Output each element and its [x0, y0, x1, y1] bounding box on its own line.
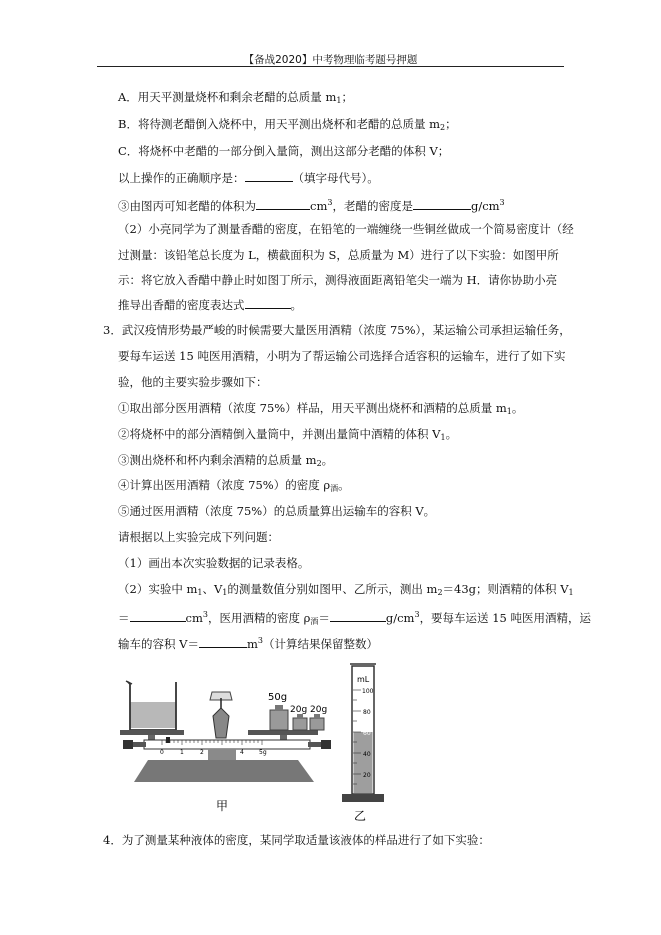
cyl-tick: 80	[363, 709, 371, 716]
cyl-tick: 60	[363, 730, 371, 737]
answer-blank[interactable]	[330, 610, 386, 622]
answer-blank[interactable]	[245, 170, 293, 182]
cyl-tick: 100	[362, 688, 374, 695]
req-2: （2）实验中 $m_1$、$V_1$的测量数值分别如图甲、乙所示，测出 $m_2=43g$；则酒精的体积 $V_1$	[118, 582, 574, 597]
scale-tick: 0	[160, 749, 164, 756]
step-4: ④计算出医用酒精（浓度 75%）的密度 $\rho_酒$。	[118, 478, 350, 493]
unit-ml: mL	[357, 675, 370, 684]
scale-tick: 4	[240, 749, 244, 756]
scale-tick: 1	[180, 749, 184, 756]
left-pan	[120, 730, 184, 735]
scale-tick: 5g	[259, 749, 267, 756]
graduated-cylinder	[340, 660, 390, 832]
option-c: C．将烧杯中老醋的一部分倒入量筒，测出这部分老醋的体积 V；	[118, 144, 450, 158]
answer-blank[interactable]	[256, 198, 310, 210]
req-2-line2: ＝ $cm^3$，医用酒精的密度 $\rho_酒= g/cm^3$，要每车运送 15 吨医用酒精，运	[118, 610, 592, 626]
q3-line2: 要每车运送 15 吨医用酒精，小明为了帮运输公司选择合适容积的运输车，进行了如下实	[118, 349, 566, 363]
part2-line1: （2）小亮同学为了测量香醋的密度，在铅笔的一端缠绕一些铜丝做成一个简易密度计（经	[118, 222, 574, 236]
please-line: 请根据以上实验完成下列问题：	[118, 530, 279, 544]
page-header: 【备战2020】中考物理临考题号押题	[243, 54, 418, 66]
rider	[166, 737, 170, 743]
cylinder-base	[342, 794, 384, 802]
option-b: B．将待测老醋倒入烧杯中，用天平测出烧杯和老醋的总质量 $m_2$；	[118, 117, 457, 132]
q3-line1: 3．武汉疫情形势最严峻的时候需要大量医用酒精（浓度 75%），某运输公司承担运输任务，	[103, 323, 571, 337]
answer-blank[interactable]	[245, 297, 291, 309]
step-3: ③测出烧杯和杯内剩余酒精的总质量 $m_2$。	[118, 453, 334, 468]
vinegar-volume-question: ③由图丙可知老醋的体积为 $cm^3$，老醋的密度是 $g/cm^3$	[118, 198, 505, 213]
cyl-tick: 40	[363, 751, 371, 758]
weight-label-20g: 20g	[290, 705, 308, 715]
header-rule	[97, 66, 564, 67]
part2-line2: 过测量：该铅笔总长度为 L，横截面积为 S，总质量为 M）进行了以下实验：如图甲所	[118, 248, 559, 262]
option-a: A．用天平测量烧杯和剩余老醋的总质量 $m_1$；	[118, 90, 353, 105]
label-yi: 乙	[354, 809, 367, 823]
label-jia: 甲	[216, 799, 229, 813]
part2-line4: 推导出香醋的密度表达式 。	[118, 298, 302, 312]
req-2-line3: 输车的容积 $V= m^3$（计算结果保留整数）	[118, 636, 378, 651]
answer-blank[interactable]	[413, 198, 471, 210]
q3-line3: 验，他的主要实验步骤如下：	[118, 375, 268, 389]
balance-base	[134, 760, 314, 782]
answer-blank[interactable]	[130, 610, 186, 622]
scale-tick: 2	[200, 749, 204, 756]
order-question: 以上操作的正确顺序是： （填字母代号）。	[118, 171, 379, 185]
beaker	[126, 681, 176, 730]
step-5: ⑤通过医用酒精（浓度 75%）的总质量算出运输车的容积 V。	[118, 504, 436, 518]
q4-line: 4．为了测量某种液体的密度，某同学取适量该液体的样品进行了如下实验：	[103, 833, 490, 847]
weights	[268, 692, 327, 730]
part2-line3: 示：将它放入香醋中静止时如图丁所示，测得液面距离铅笔尖一端为 H．请你协助小亮	[118, 273, 558, 287]
req-1: （1）画出本次实验数据的记录表格。	[118, 556, 310, 570]
step-2: ②将烧杯中的部分酒精倒入量筒中，并测出量筒中酒精的体积 $V_1$。	[118, 427, 458, 442]
right-pan	[248, 730, 318, 735]
step-1: ①取出部分医用酒精（浓度 75%）样品，用天平测出烧杯和酒精的总质量 $m_1$。	[118, 401, 524, 416]
weight-label-20g: 20g	[310, 705, 328, 715]
balance-pointer	[210, 692, 232, 738]
weight-label-50g: 50g	[268, 692, 288, 703]
cyl-tick: 20	[363, 772, 371, 779]
answer-blank[interactable]	[199, 636, 247, 648]
